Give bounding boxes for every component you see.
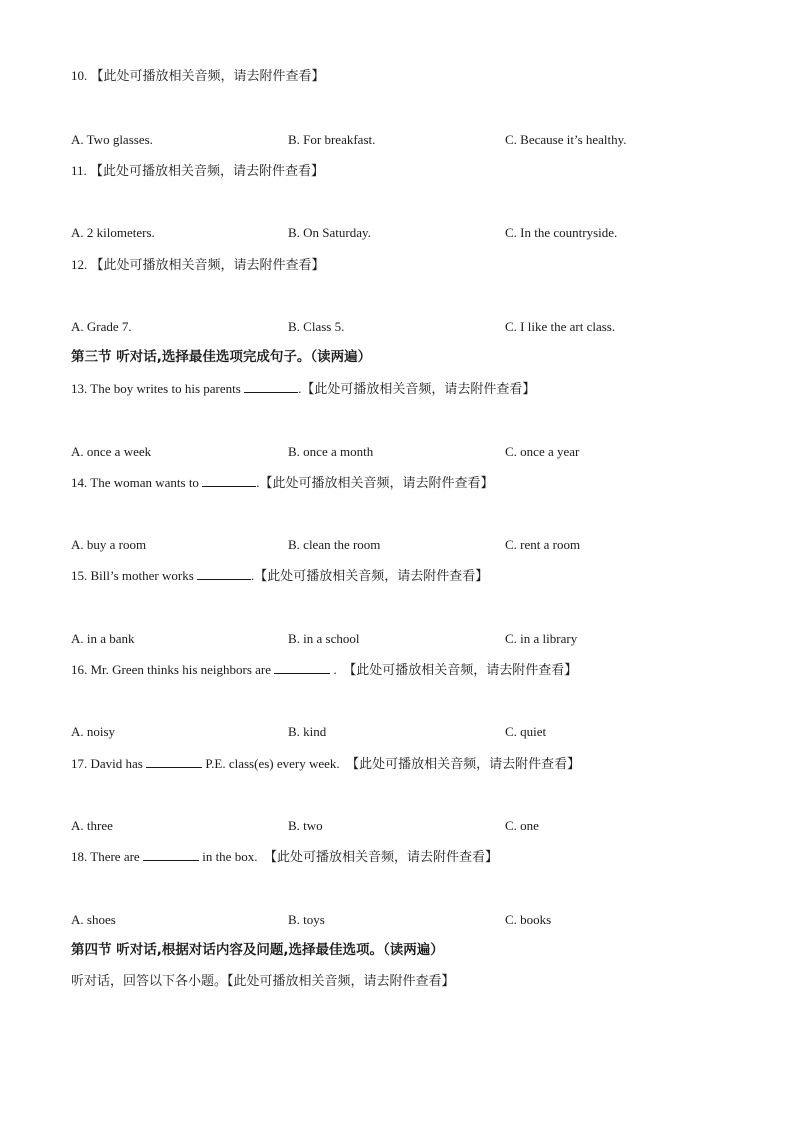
answer-blank: [143, 848, 199, 861]
option-a: A. shoes: [71, 912, 116, 927]
option-c: C. books: [505, 912, 552, 927]
audio-note: 【此处可播放相关音频，请去附件查看】: [90, 258, 325, 273]
stem-end: .: [251, 568, 255, 583]
stem-end: .: [298, 381, 302, 396]
section-heading-4: 第四节 听对话,根据对话内容及问题,选择最佳选项。（读两遍）: [71, 942, 444, 958]
question-stem: 13. The boy writes to his parents: [71, 381, 241, 396]
option-c: C. quiet: [505, 724, 547, 739]
option-c: C. Because it’s healthy.: [505, 132, 627, 147]
question-stem: 15. Bill’s mother works: [71, 568, 194, 583]
answer-blank: [146, 755, 202, 768]
question-number: 12.: [71, 257, 88, 272]
audio-note: 【此处可播放相关音频，请去附件查看】: [90, 164, 325, 179]
question-11: [71, 162, 324, 181]
option-a: A. noisy: [71, 724, 116, 739]
option-b: B. clean the room: [288, 537, 381, 552]
option-b: B. in a school: [288, 631, 360, 646]
option-b: B. For breakfast.: [288, 132, 376, 147]
question-16: [71, 661, 577, 680]
audio-note: 【此处可播放相关音频，请去附件查看】: [343, 663, 578, 678]
audio-note: 【此处可播放相关音频，请去附件查看】: [254, 569, 489, 584]
stem-end: in the box.: [198, 849, 264, 864]
audio-note: 【此处可播放相关音频，请去附件查看】: [301, 382, 536, 397]
audio-note: 【此处可播放相关音频，请去附件查看】: [227, 974, 455, 989]
question-stem: 18. There are: [71, 849, 140, 864]
question-17: [71, 755, 580, 774]
option-a: A. in a bank: [71, 631, 135, 646]
question-14: [71, 474, 493, 493]
question-12: [71, 256, 325, 275]
option-a: A. 2 kilometers.: [71, 225, 155, 240]
audio-note: 【此处可播放相关音频，请去附件查看】: [259, 476, 494, 491]
question-15: [71, 567, 488, 586]
option-c: C. once a year: [505, 444, 580, 459]
option-a: A. three: [71, 818, 113, 833]
stem-end: .: [330, 662, 344, 677]
option-b: B. once a month: [288, 444, 374, 459]
audio-note: 【此处可播放相关音频，请去附件查看】: [263, 850, 498, 865]
question-stem: 17. David has: [71, 756, 143, 771]
option-c: C. I like the art class.: [505, 319, 616, 334]
option-a: A. once a week: [71, 444, 152, 459]
option-c: C. In the countryside.: [505, 225, 618, 240]
answer-blank: [244, 380, 298, 393]
answer-blank: [274, 661, 330, 674]
option-a: A. Two glasses.: [71, 132, 153, 147]
answer-blank: [197, 567, 251, 580]
option-b: B. two: [288, 818, 323, 833]
option-b: B. On Saturday.: [288, 225, 371, 240]
stem-end: .: [256, 475, 260, 490]
question-number: 11.: [71, 163, 87, 178]
question-13: [71, 380, 535, 399]
question-stem: 16. Mr. Green thinks his neighbors are: [71, 662, 272, 677]
option-b: B. kind: [288, 724, 327, 739]
audio-note: 【此处可播放相关音频，请去附件查看】: [90, 69, 325, 84]
option-b: B. toys: [288, 912, 325, 927]
answer-blank: [202, 474, 256, 487]
option-a: A. buy a room: [71, 537, 147, 552]
audio-note: 【此处可播放相关音频，请去附件查看】: [346, 757, 581, 772]
question-stem: 14. The woman wants to: [71, 475, 199, 490]
instruction-text: 听对话，回答以下各小题。: [71, 974, 228, 989]
section-heading-3: 第三节 听对话,选择最佳选项完成句子。（读两遍）: [71, 349, 372, 365]
option-c: C. rent a room: [505, 537, 581, 552]
option-b: B. Class 5.: [288, 319, 345, 334]
question-18: [71, 848, 498, 867]
question-number: 10.: [71, 68, 88, 83]
option-c: C. one: [505, 818, 539, 833]
option-a: A. Grade 7.: [71, 319, 132, 334]
section-4-instruction: [71, 973, 455, 991]
question-10: [71, 67, 325, 86]
stem-end: P.E. class(es) every week.: [202, 756, 347, 771]
option-c: C. in a library: [505, 631, 578, 646]
